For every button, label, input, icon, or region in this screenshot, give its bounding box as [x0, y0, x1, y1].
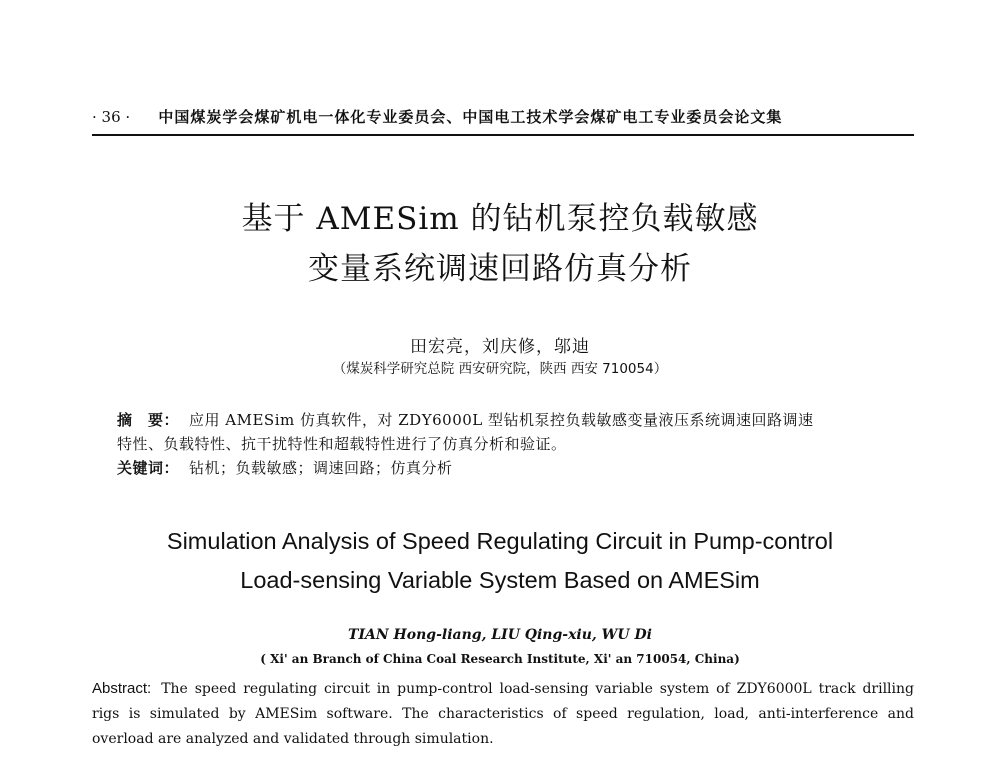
- chinese-abstract-label: 摘 要：: [117, 411, 180, 429]
- english-title-line-2: Load-sensing Variable System Based on AMESim: [240, 567, 760, 593]
- page-number: · 36 ·: [92, 108, 131, 126]
- english-title-line-1: Simulation Analysis of Speed Regulating Circuit in Pump-control: [166, 528, 834, 554]
- english-affiliation: ( Xi' an Branch of China Coal Research Institute, Xi' an 710054, China): [260, 652, 740, 666]
- english-abstract-label: Abstract:: [92, 680, 152, 697]
- english-abstract: [92, 676, 914, 752]
- journal-title: 中国煤炭学会煤矿机电一体化专业委员会、中国电工技术学会煤矿电工专业委员会论文集: [158, 108, 783, 126]
- chinese-title-line-1: 基于 AMESim 的钻机泵控负载敏感: [241, 201, 759, 237]
- chinese-affiliation: （煤炭科学研究总院 西安研究院，陕西 西安 710054）: [332, 361, 668, 377]
- keywords-label: 关键词：: [117, 459, 180, 477]
- running-header: [92, 106, 912, 127]
- chinese-abstract-block: [117, 408, 907, 480]
- chinese-authors: 田宏亮，刘庆修，邬迪: [410, 337, 590, 357]
- english-abstract-text: The speed regulating circuit in pump-control load-sensing variable system of ZDY6000L track drilling rigs is simulated by AMESim software. The characteristics of speed regulation, load, anti-interference and overload are analyzed and validated through simulation.: [92, 681, 914, 747]
- header-rule: [92, 134, 914, 136]
- keywords: 钻机；负载敏感；调速回路；仿真分析: [189, 459, 453, 477]
- english-authors: TIAN Hong-liang, LIU Qing-xiu, WU Di: [348, 627, 652, 643]
- chinese-abstract-line-1: 应用 AMESim 仿真软件，对 ZDY6000L 型钻机泵控负载敏感变量液压系统调速回路调速: [189, 411, 814, 429]
- chinese-abstract-line-2: 特性、负载特性、抗干扰特性和超载特性进行了仿真分析和验证。: [117, 435, 567, 453]
- chinese-title-line-2: 变量系统调速回路仿真分析: [308, 251, 692, 287]
